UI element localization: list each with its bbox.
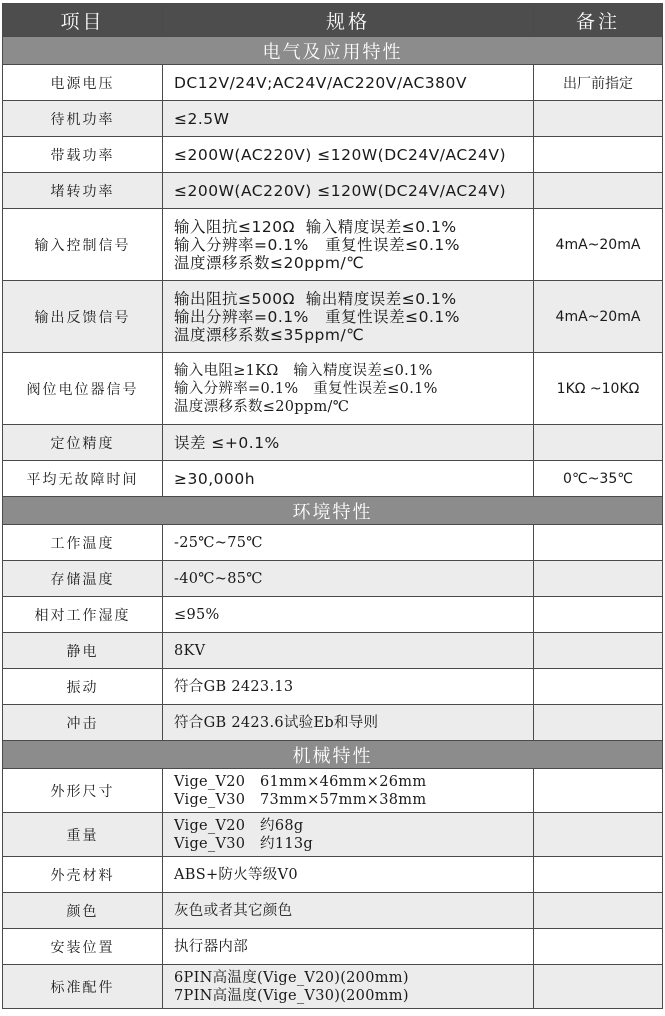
row-label: 定位精度 — [3, 425, 163, 461]
table-row — [3, 597, 663, 633]
row-remark — [534, 893, 663, 929]
row-spec — [163, 929, 534, 965]
spec-line: 8KV — [174, 642, 206, 659]
row-label: 颜色 — [3, 893, 163, 929]
row-spec — [163, 669, 534, 705]
row-remark: 1KΩ ~10KΩ — [534, 353, 663, 425]
spec-line: 误差 ≤+0.1% — [174, 433, 280, 452]
row-spec — [163, 965, 534, 1009]
row-label: 带载功率 — [3, 137, 163, 173]
spec-line: -40℃~85℃ — [174, 570, 263, 587]
spec-line: ≤200W(AC220V) ≤120W(DC24V/AC24V) — [174, 181, 507, 200]
row-spec — [163, 461, 534, 497]
row-remark — [534, 769, 663, 813]
table-row — [3, 857, 663, 893]
row-remark — [534, 137, 663, 173]
table-row — [3, 425, 663, 461]
table-row — [3, 705, 663, 741]
spec-line: Vige_V30 约113g — [174, 835, 313, 852]
row-spec — [163, 857, 534, 893]
row-remark — [534, 173, 663, 209]
row-spec — [163, 705, 534, 741]
row-remark — [534, 857, 663, 893]
row-spec — [163, 769, 534, 813]
table-row — [3, 281, 663, 353]
spec-line: 输出阻抗≤500Ω 输出精度误差≤0.1% — [174, 289, 457, 308]
row-label: 重量 — [3, 813, 163, 857]
table-row — [3, 669, 663, 705]
table-row — [3, 525, 663, 561]
spec-line: 输入电阻≥1KΩ 输入精度误差≤0.1% — [174, 362, 433, 379]
spec-line: ABS+防火等级V0 — [174, 866, 298, 883]
table-row — [3, 929, 663, 965]
row-spec — [163, 525, 534, 561]
row-spec — [163, 425, 534, 461]
row-spec — [163, 561, 534, 597]
spec-line: 符合GB 2423.13 — [174, 678, 294, 695]
spec-table — [2, 3, 663, 1009]
header-spec: 规格 — [163, 4, 534, 37]
spec-line: 输入阻抗≤120Ω 输入精度误差≤0.1% — [174, 217, 457, 236]
table-row — [3, 461, 663, 497]
table-row — [3, 561, 663, 597]
spec-line: -25℃~75℃ — [174, 534, 263, 551]
row-spec — [163, 173, 534, 209]
row-remark — [534, 597, 663, 633]
row-spec — [163, 633, 534, 669]
spec-line: 温度漂移系数≤20ppm/℃ — [174, 398, 350, 415]
row-spec — [163, 353, 534, 425]
row-remark — [534, 525, 663, 561]
spec-line: 灰色或者其它颜色 — [174, 902, 293, 919]
row-label: 存储温度 — [3, 561, 163, 597]
header-remark: 备注 — [534, 4, 663, 37]
row-remark — [534, 813, 663, 857]
spec-line: 执行器内部 — [174, 938, 248, 955]
row-label: 相对工作湿度 — [3, 597, 163, 633]
row-spec — [163, 101, 534, 137]
spec-line: ≤95% — [174, 606, 220, 623]
spec-line: 输出分辨率=0.1% 重复性误差≤0.1% — [174, 307, 461, 326]
section-header-row — [3, 741, 663, 769]
spec-line: Vige_V20 约68g — [174, 817, 304, 834]
row-remark — [534, 561, 663, 597]
row-remark: 0℃~35℃ — [534, 461, 663, 497]
spec-line: ≤200W(AC220V) ≤120W(DC24V/AC24V) — [174, 145, 507, 164]
table-row — [3, 769, 663, 813]
table-row — [3, 101, 663, 137]
spec-line: Vige_V20 61mm×46mm×26mm — [174, 773, 427, 790]
row-label: 外形尺寸 — [3, 769, 163, 813]
section-title: 机械特性 — [3, 741, 663, 769]
table-row — [3, 353, 663, 425]
row-label: 待机功率 — [3, 101, 163, 137]
spec-line: 7PIN高温度(Vige_V30)(200mm) — [174, 987, 409, 1004]
row-spec — [163, 597, 534, 633]
row-label: 工作温度 — [3, 525, 163, 561]
row-spec — [163, 813, 534, 857]
row-label: 输出反馈信号 — [3, 281, 163, 353]
row-remark — [534, 929, 663, 965]
spec-line: DC12V/24V;AC24V/AC220V/AC380V — [174, 73, 467, 92]
section-header-row — [3, 37, 663, 65]
row-remark: 4mA~20mA — [534, 209, 663, 281]
spec-line: ≥30,000h — [174, 469, 256, 488]
table-row — [3, 893, 663, 929]
spec-line: 温度漂移系数≤20ppm/℃ — [174, 253, 365, 272]
table-row — [3, 209, 663, 281]
table-row — [3, 633, 663, 669]
spec-line: 符合GB 2423.6试验Eb和导则 — [174, 714, 379, 731]
table-row — [3, 137, 663, 173]
spec-line: 输入分辨率=0.1% 重复性误差≤0.1% — [174, 235, 461, 254]
row-remark: 4mA~20mA — [534, 281, 663, 353]
row-label: 阀位电位器信号 — [3, 353, 163, 425]
row-remark — [534, 669, 663, 705]
row-label: 外壳材料 — [3, 857, 163, 893]
row-label: 标准配件 — [3, 965, 163, 1009]
spec-line: 输入分辨率=0.1% 重复性误差≤0.1% — [174, 380, 438, 397]
row-label: 平均无故障时间 — [3, 461, 163, 497]
row-label: 安装位置 — [3, 929, 163, 965]
section-title: 电气及应用特性 — [3, 37, 663, 65]
table-header-row — [3, 4, 663, 37]
section-title: 环境特性 — [3, 497, 663, 525]
spec-line: 温度漂移系数≤35ppm/℃ — [174, 325, 365, 344]
section-header-row — [3, 497, 663, 525]
table-row — [3, 813, 663, 857]
row-spec — [163, 209, 534, 281]
row-label: 电源电压 — [3, 65, 163, 101]
row-remark — [534, 705, 663, 741]
table-row — [3, 65, 663, 101]
row-spec — [163, 893, 534, 929]
row-remark: 出厂前指定 — [534, 65, 663, 101]
row-spec — [163, 281, 534, 353]
row-remark — [534, 425, 663, 461]
table-row — [3, 173, 663, 209]
row-label: 冲击 — [3, 705, 163, 741]
row-label: 输入控制信号 — [3, 209, 163, 281]
row-label: 静电 — [3, 633, 163, 669]
spec-line: 6PIN高温度(Vige_V20)(200mm) — [174, 969, 409, 986]
spec-line: Vige_V30 73mm×57mm×38mm — [174, 791, 427, 808]
header-item: 项目 — [3, 4, 163, 37]
row-spec — [163, 137, 534, 173]
row-remark — [534, 633, 663, 669]
row-remark — [534, 965, 663, 1009]
spec-line: ≤2.5W — [174, 109, 230, 128]
table-row — [3, 965, 663, 1009]
row-remark — [534, 101, 663, 137]
row-label: 振动 — [3, 669, 163, 705]
row-label: 堵转功率 — [3, 173, 163, 209]
row-spec — [163, 65, 534, 101]
